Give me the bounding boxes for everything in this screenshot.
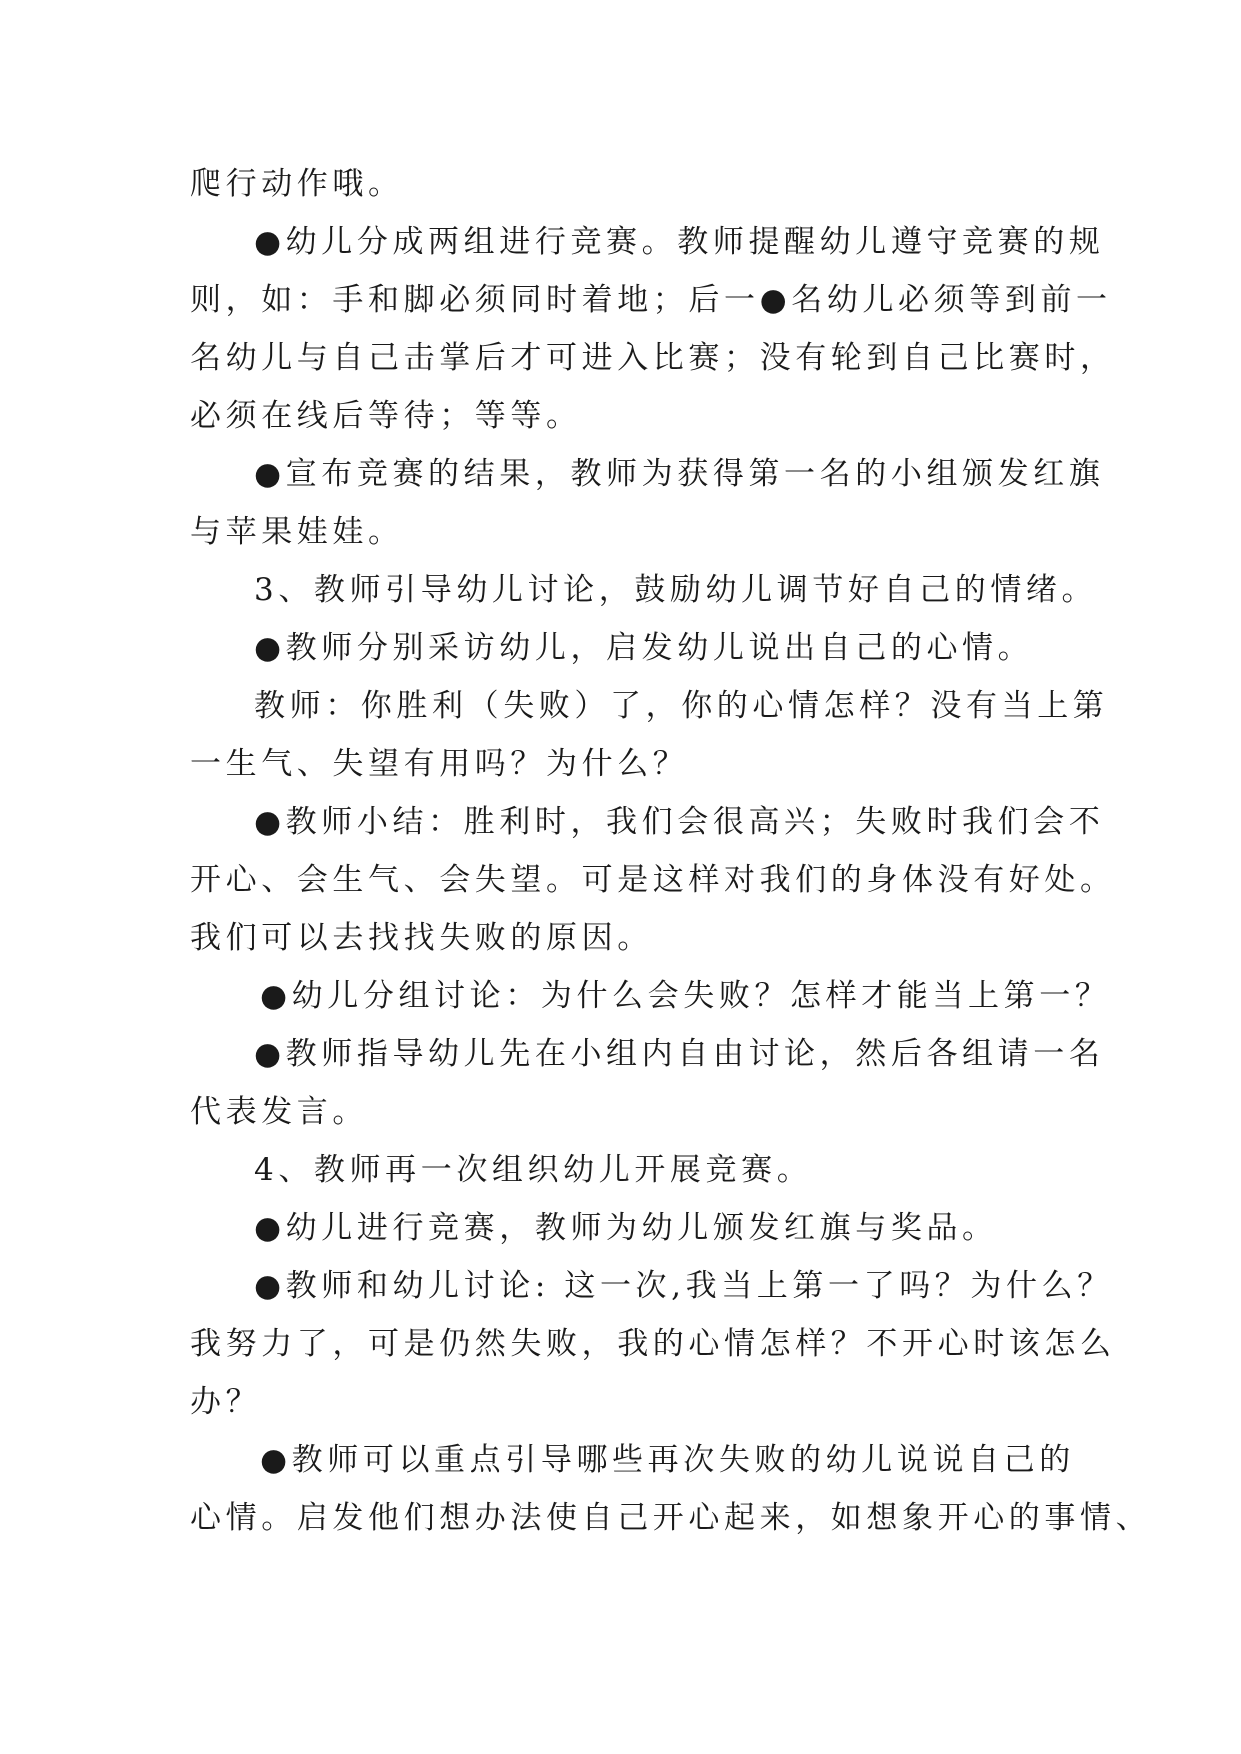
text-line: 心情。启发他们想办法使自己开心起来，如想象开心的事情、 [190, 1500, 1152, 1536]
text-line: ●教师指导幼儿先在小组内自由讨论，然后各组请一名 [254, 1036, 1105, 1072]
text-line: 则，如：手和脚必须同时着地；后一●名幼儿必须等到前一 [190, 282, 1112, 318]
text-line: 我努力了，可是仍然失败，我的心情怎样？不开心时该怎么 [190, 1326, 1116, 1362]
text-line: ●幼儿分组讨论：为什么会失败？怎样才能当上第一？ [260, 978, 1111, 1014]
text-line: ●教师分别采访幼儿，启发幼儿说出自己的心情。 [254, 630, 1034, 666]
text-line: 代表发言。 [190, 1094, 368, 1130]
text-line: 4、教师再一次组织幼儿开展竞赛。 [254, 1152, 813, 1188]
text-line: ●教师和幼儿讨论: 这一次,我当上第一了吗？为什么？ [254, 1268, 1113, 1304]
text-line: ●幼儿进行竞赛，教师为幼儿颁发红旗与奖品。 [254, 1210, 998, 1246]
text-line: 与苹果娃娃。 [190, 514, 404, 550]
text-line: 一生气、失望有用吗？为什么？ [190, 746, 689, 782]
text-line: 3、教师引导幼儿讨论，鼓励幼儿调节好自己的情绪。 [254, 572, 1098, 608]
text-line: ●教师小结：胜利时，我们会很高兴；失败时我们会不 [254, 804, 1105, 840]
text-line: ●教师可以重点引导哪些再次失败的幼儿说说自己的 [260, 1442, 1075, 1478]
text-line: 我们可以去找找失败的原因。 [190, 920, 653, 956]
text-line: 必须在线后等待；等等。 [190, 398, 582, 434]
text-line: 开心、会生气、会失望。可是这样对我们的身体没有好处。 [190, 862, 1116, 898]
text-line: ●幼儿分成两组进行竞赛。教师提醒幼儿遵守竞赛的规 [254, 224, 1105, 260]
text-line: 办？ [190, 1384, 262, 1420]
text-line: ●宣布竞赛的结果，教师为获得第一名的小组颁发红旗 [254, 456, 1105, 492]
text-line: 名幼儿与自己击掌后才可进入比赛；没有轮到自己比赛时， [190, 340, 1116, 376]
text-line: 教师：你胜利（失败）了，你的心情怎样？没有当上第 [254, 688, 1109, 724]
text-line: 爬行动作哦。 [190, 166, 404, 202]
